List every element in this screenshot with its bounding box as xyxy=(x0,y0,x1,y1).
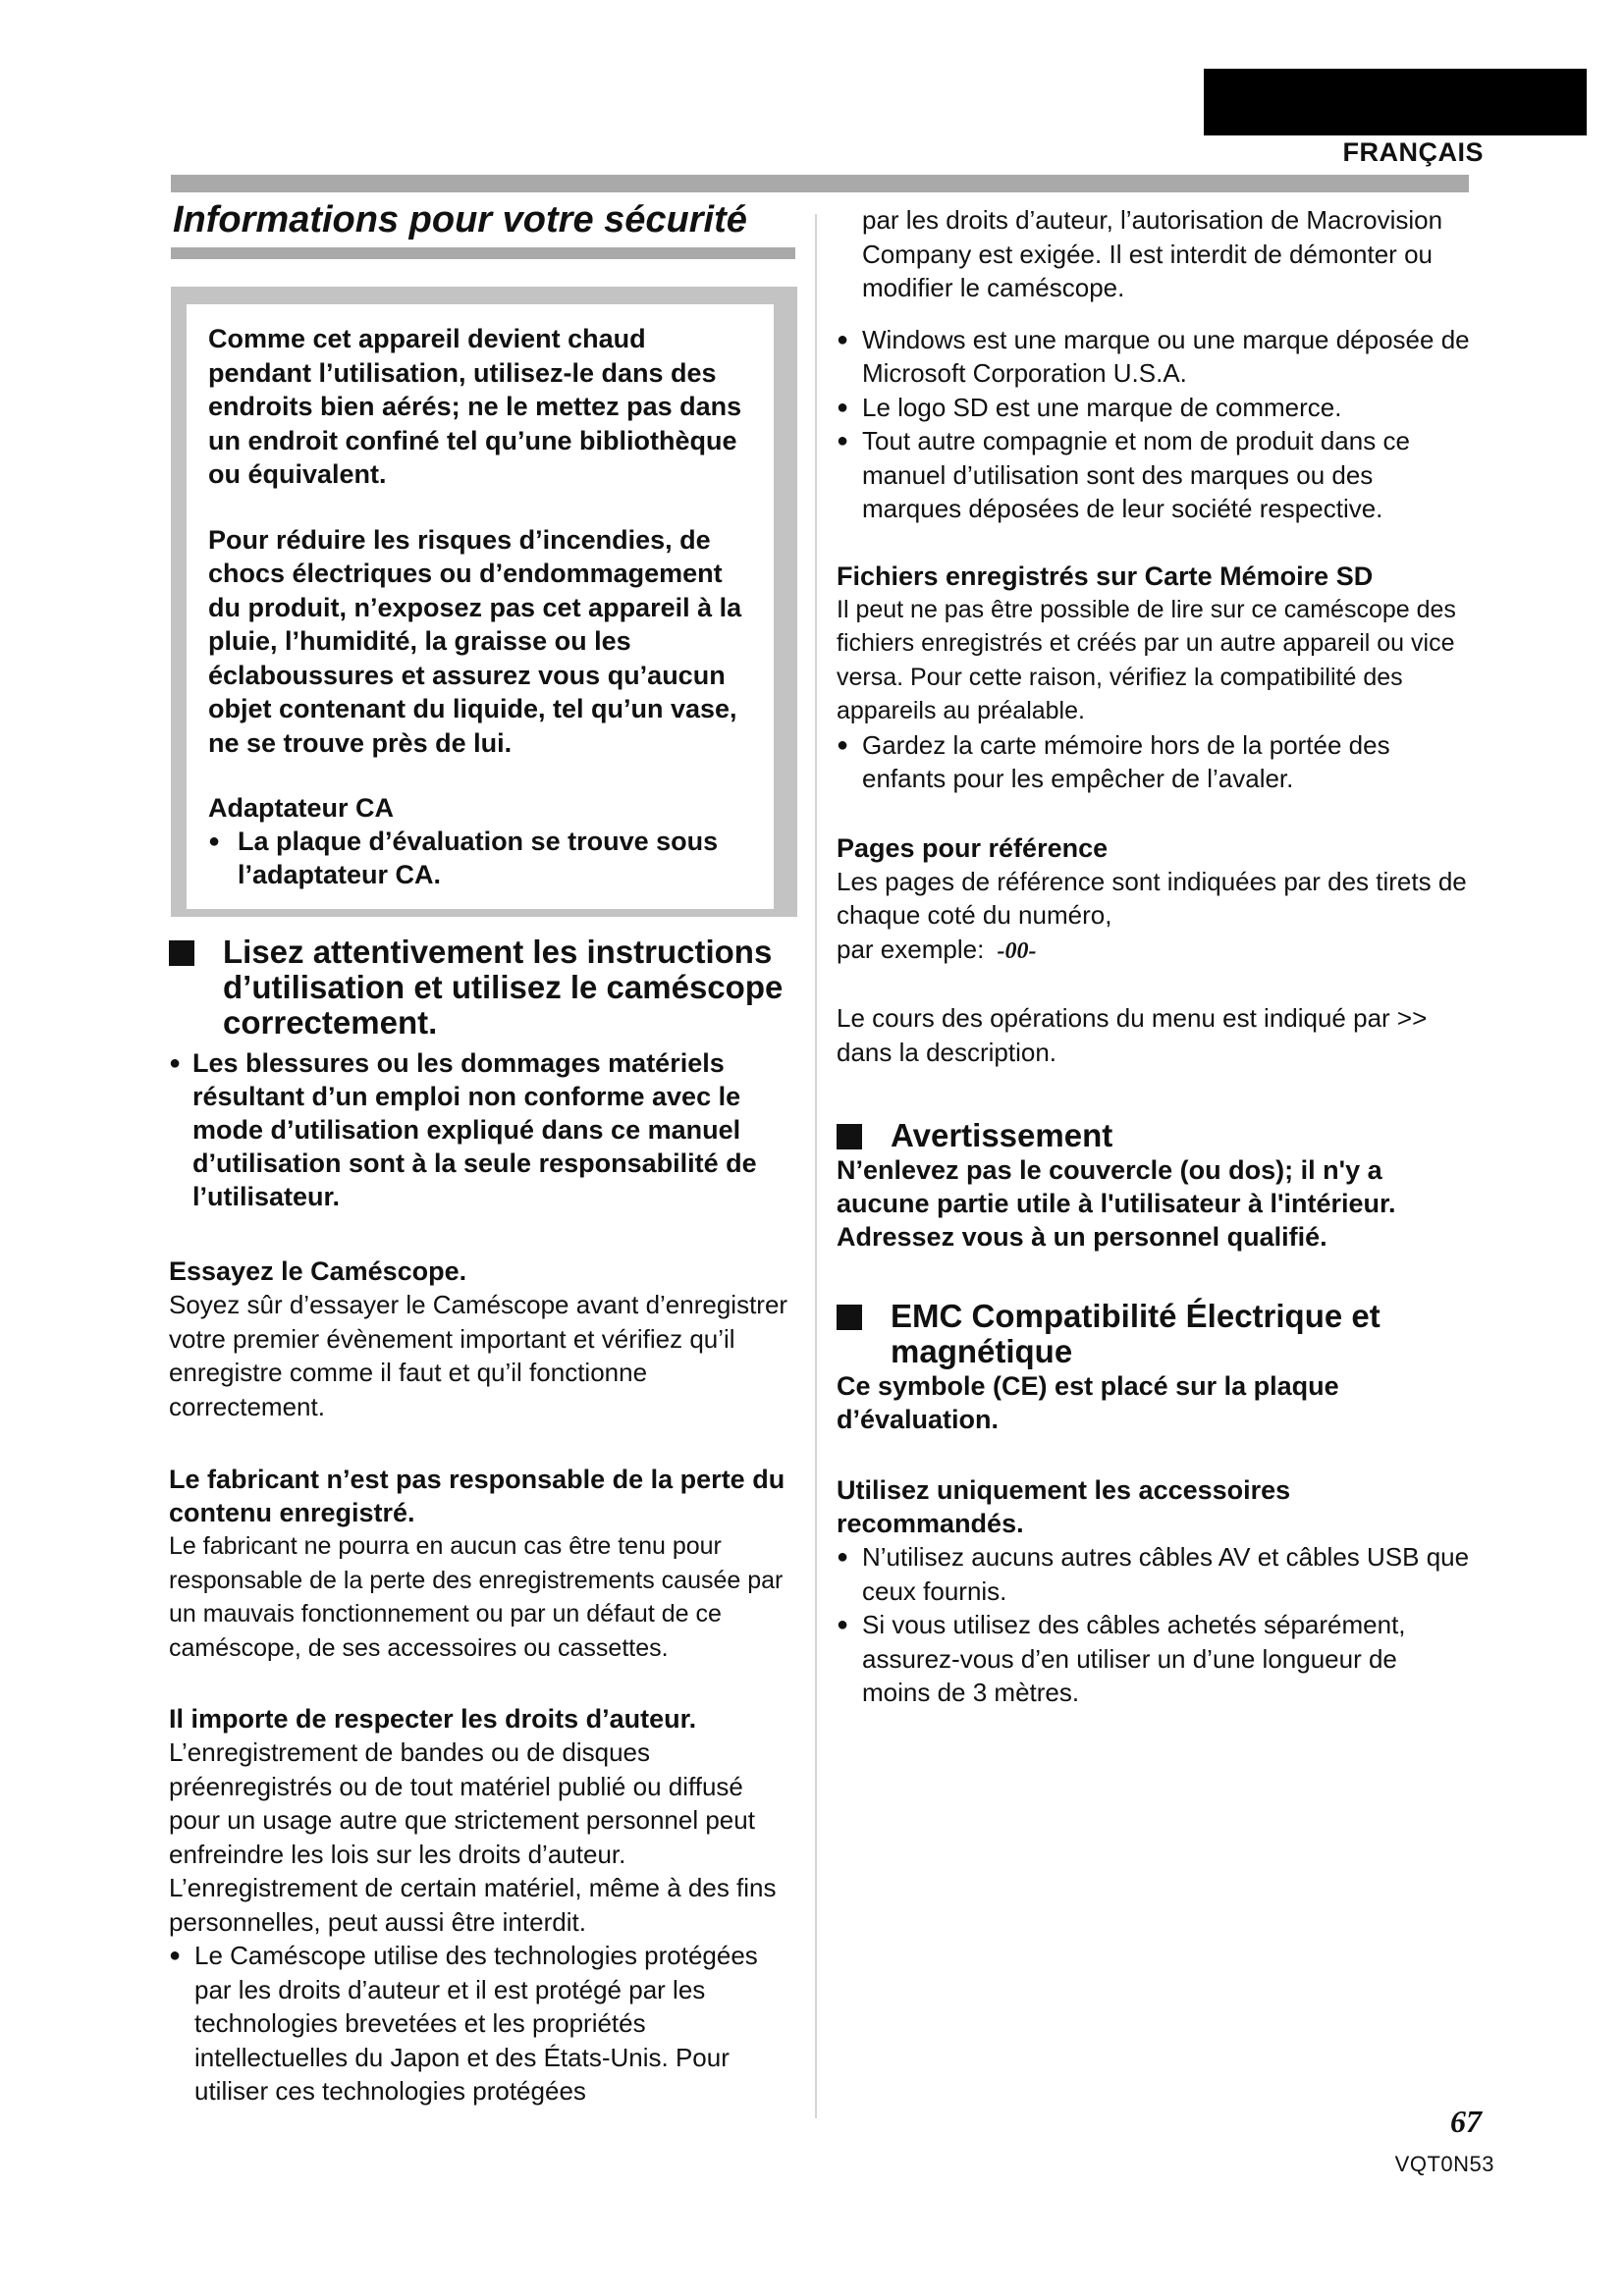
page-title: Informations pour votre sécurité xyxy=(173,199,747,240)
try-camcorder-body: Soyez sûr d’essayer le Caméscope avant d’enregistrer votre premier évènement important et vérifiez qu’il enregistre comme il faut et qu’il fonctionne correctement. xyxy=(169,1290,788,1421)
copyright-list xyxy=(169,1939,797,2109)
language-label: FRANÇAIS xyxy=(1342,137,1484,167)
warning-body: N’enlevez pas le couvercle (ou dos); il n'y a aucune partie utile à l'utilisateur à l'intérieur. Adressez vous à un personnel qualifié. xyxy=(837,1155,1396,1252)
column-divider xyxy=(815,214,817,2118)
list-item: ● Gardez la carte mémoire hors de la portée des enfants pour les empêcher de l’avaler. xyxy=(837,728,1470,796)
accessories-list xyxy=(837,1540,1470,1710)
left-column xyxy=(169,934,797,2109)
copyright-continued: par les droits d’auteur, l’autorisation de Macrovision Company est exigée. Il est interdit de démonter ou modifier le caméscope. xyxy=(862,205,1443,302)
emc-body: Ce symbole (CE) est placé sur la plaque d’évaluation. xyxy=(837,1371,1339,1434)
list-item: ● Si vous utilisez des câbles achetés séparément, assurez-vous d’en utiliser un d’une longueur de moins de 3 mètres. xyxy=(837,1608,1470,1710)
reference-pages-title: Pages pour référence xyxy=(837,832,1109,863)
reference-example-code: -00- xyxy=(997,937,1037,964)
copyright-title: Il importe de respecter les droits d’auteur. xyxy=(169,1704,697,1734)
instructions-heading: Lisez attentivement les instructions d’utilisation et utilisez le caméscope correctement. xyxy=(169,934,797,1041)
warning-heading: Avertissement xyxy=(837,1118,1470,1153)
document-code: VQT0N53 xyxy=(1394,2152,1494,2176)
sd-files-title: Fichiers enregistrés sur Carte Mémoire SD xyxy=(837,561,1374,591)
sd-files-list xyxy=(837,728,1470,796)
safety-warning-content xyxy=(187,304,774,909)
page-number: 67 xyxy=(1450,2104,1482,2139)
sd-files-body: Il peut ne pas être possible de lire sur ce caméscope des fichiers enregistrés et créés par un autre appareil ou vice versa. Pour cette raison, vérifiez la compatibilité des appareils au préalable. xyxy=(837,595,1456,724)
adapter-title: Adaptateur CA xyxy=(208,793,395,823)
list-item: ● Le logo SD est une marque de commerce. xyxy=(837,391,1470,425)
trademark-list xyxy=(837,323,1470,526)
instructions-list xyxy=(169,1046,797,1213)
list-item: ● Les blessures ou les dommages matériels résultant d’un emploi non conforme avec le mode d’utilisation expliqué dans ce manuel d’utilisation sont à la seule responsabilité de l’utilisateur. xyxy=(169,1046,797,1213)
section-marker-icon xyxy=(837,1124,862,1149)
liability-body: Le fabricant ne pourra en aucun cas être tenu pour responsable de la perte des enregistrements causée par un mauvais fonctionnement ou par un défaut de ce caméscope, de ses accessoires ou cassettes. xyxy=(169,1532,784,1662)
liability-title: Le fabricant n’est pas responsable de la perte du contenu enregistré. xyxy=(169,1465,785,1527)
reference-example-label: par exemple: xyxy=(837,934,985,964)
fire-shock-warning: Pour réduire les risques d’incendies, de chocs électriques ou d’endommagement du produit, n’exposez pas cet appareil à la pluie, l’humidité, la graisse ou les éclaboussures et assurez vous qu’aucun objet contenant du liquide, tel qu’un vase, ne se trouve près de lui. xyxy=(208,524,742,758)
emc-heading: EMC Compatibilité Électrique et magnétique xyxy=(837,1299,1470,1369)
heat-warning: Comme cet appareil devient chaud pendant l’utilisation, utilisez-le dans des endroits bien aérés; ne le mettez pas dans un endroit confiné tel qu’une bibliothèque ou équivalent. xyxy=(208,324,742,489)
right-column xyxy=(837,203,1470,1710)
adapter-note: ● La plaque d’évaluation se trouve sous l’adaptateur CA. xyxy=(208,825,750,891)
copyright-body: L’enregistrement de bandes ou de disques préenregistrés ou de tout matériel publié ou diffusé pour un usage autre que strictement personnel peut enfreindre les lois sur les droits d’auteur. L’enregistrement de certain matériel, même à des fins personnelles, peut aussi être interdit. xyxy=(169,1737,777,1937)
header-rule xyxy=(171,175,1469,192)
header-black-tab xyxy=(1204,69,1587,135)
safety-warning-box xyxy=(171,287,797,917)
list-item: ● Tout autre compagnie et nom de produit dans ce manuel d’utilisation sont des marques ou des marques déposées de leur société respective. xyxy=(837,424,1470,526)
section-marker-icon xyxy=(837,1305,862,1330)
menu-note: Le cours des opérations du menu est indiqué par >> dans la description. xyxy=(837,1003,1428,1067)
accessories-title: Utilisez uniquement les accessoires recommandés. xyxy=(837,1475,1291,1538)
reference-pages-body: Les pages de référence sont indiquées par des tirets de chaque coté du numéro, xyxy=(837,866,1467,930)
list-item: ● N’utilisez aucuns autres câbles AV et câbles USB que ceux fournis. xyxy=(837,1540,1470,1608)
reference-example xyxy=(837,933,1470,969)
title-underline xyxy=(171,247,795,259)
try-camcorder-title: Essayez le Caméscope. xyxy=(169,1256,467,1286)
section-marker-icon xyxy=(169,940,194,966)
list-item: ● Le Caméscope utilise des technologies protégées par les droits d’auteur et il est protégé par les technologies brevetées et les propriétés intellectuelles du Japon et des États-Unis. Pour utiliser ces technologies protégées xyxy=(169,1939,797,2109)
list-item: ● Windows est une marque ou une marque déposée de Microsoft Corporation U.S.A. xyxy=(837,323,1470,391)
